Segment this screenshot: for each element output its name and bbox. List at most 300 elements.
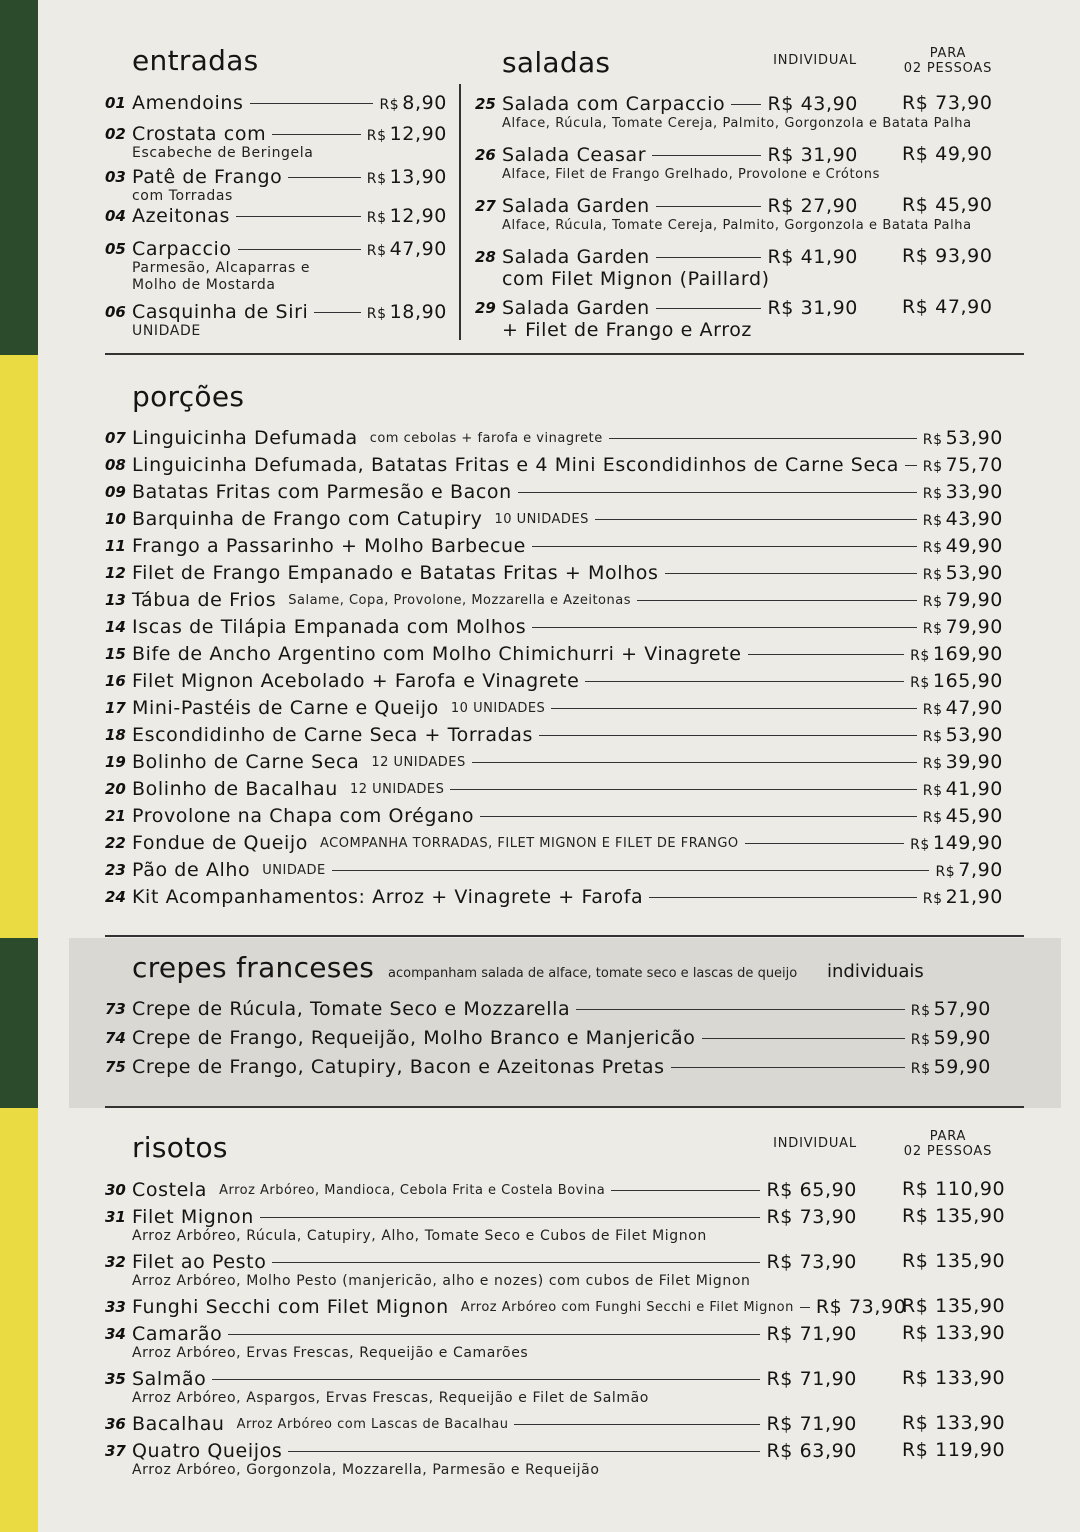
- item-name: Batatas Fritas com Parmesão e Bacon: [132, 481, 512, 503]
- price-value: 49,90: [945, 535, 1003, 557]
- item-name: Filet de Frango Empanado e Batatas Fritas + Molhos: [132, 562, 659, 584]
- dotted-leader: [611, 1190, 760, 1191]
- currency-label: R$: [910, 648, 930, 664]
- item-name: Frango a Passarinho + Molho Barbecue: [132, 535, 526, 557]
- item-number: 27: [475, 197, 496, 215]
- price-value: 149,90: [932, 832, 1003, 854]
- price: [923, 778, 1003, 800]
- item-number: 31: [105, 1208, 126, 1226]
- price-two-people: R$ 119,90: [902, 1439, 1006, 1461]
- entrada-row: [105, 91, 447, 115]
- currency-label: R$: [935, 864, 956, 880]
- price-two-people: R$ 110,90: [902, 1178, 1006, 1200]
- crepes-tagline: acompanham salada de alface, tomate seco e lascas de queijo: [388, 966, 798, 981]
- item-number: 05: [105, 240, 126, 258]
- crepes-individuais-header: individuais: [827, 961, 924, 982]
- entrada-row: [105, 237, 447, 261]
- dotted-leader: [238, 249, 361, 250]
- risoto-row: [105, 1412, 857, 1436]
- item-note: Arroz Arbóreo com Funghi Secchi e Filet Mignon: [460, 1299, 794, 1315]
- currency-label: R$: [922, 621, 943, 637]
- item-subtitle: UNIDADE: [132, 323, 201, 339]
- price-value: 13,90: [389, 166, 447, 188]
- item-name: Crostata com: [132, 123, 267, 145]
- price: [935, 859, 1003, 881]
- section-divider: [105, 1106, 1024, 1108]
- dotted-leader: [314, 312, 360, 313]
- currency-label: R$: [910, 1061, 931, 1077]
- dotted-leader: [288, 1451, 760, 1452]
- item-description: Alface, Filet de Frango Grelhado, Provolone e Crótons: [502, 167, 880, 182]
- item-name: Crepe de Frango, Requeijão, Molho Branco e Manjericão: [132, 1027, 696, 1049]
- crepe-row: [105, 997, 991, 1021]
- price-two-people: R$ 45,90: [902, 194, 993, 216]
- price: [923, 481, 1003, 503]
- item-name: Linguicinha Defumada, Batatas Fritas e 4 Mini Escondidinhos de Carne Seca: [132, 454, 900, 476]
- price-two-people: R$ 133,90: [902, 1367, 1006, 1389]
- item-name-line2: + Filet de Frango e Arroz: [502, 319, 752, 341]
- price-value: 7,90: [958, 859, 1003, 881]
- yellow-stripe-upper: [0, 355, 38, 938]
- item-number: 26: [475, 146, 496, 164]
- dotted-leader: [748, 654, 905, 655]
- item-description: Arroz Arbóreo, Aspargos, Ervas Frescas, Requeijão e Filet de Salmão: [132, 1390, 649, 1406]
- item-number: 01: [105, 94, 126, 112]
- risoto-row: [105, 1295, 907, 1319]
- porcao-row: [105, 507, 1003, 531]
- porcao-row: [105, 561, 1003, 585]
- price-individual: R$ 41,90: [767, 246, 858, 268]
- dotted-leader: [539, 735, 917, 736]
- price-value: 39,90: [945, 751, 1003, 773]
- item-number: 20: [105, 780, 126, 798]
- item-name: Crepe de Rúcula, Tomate Seco e Mozzarella: [132, 998, 571, 1020]
- price: [923, 886, 1003, 908]
- dotted-leader: [212, 1379, 760, 1380]
- item-number: 19: [105, 753, 126, 771]
- price-value: 33,90: [945, 481, 1003, 503]
- risoto-row: [105, 1205, 857, 1229]
- price: [367, 205, 447, 227]
- price: [923, 616, 1003, 638]
- price: [923, 724, 1003, 746]
- dotted-leader: [518, 492, 917, 493]
- entrada-row: [105, 300, 447, 324]
- item-name: Iscas de Tilápia Empanada com Molhos: [132, 616, 527, 638]
- item-name: Salada Ceasar: [502, 144, 647, 166]
- salada-row: [475, 143, 858, 167]
- saladas-individual-header: INDIVIDUAL: [773, 53, 857, 68]
- porcao-row: [105, 615, 1003, 639]
- dotted-leader: [656, 206, 762, 207]
- item-number: 12: [105, 564, 126, 582]
- item-number: 75: [105, 1058, 126, 1076]
- item-description: Arroz Arbóreo, Ervas Frescas, Requeijão e Camarões: [132, 1345, 529, 1361]
- currency-label: R$: [922, 783, 943, 799]
- price-two-people: R$ 73,90: [902, 92, 993, 114]
- item-name: Bife de Ancho Argentino com Molho Chimichurri + Vinagrete: [132, 643, 742, 665]
- price: [911, 1027, 991, 1049]
- item-number: 74: [105, 1029, 126, 1047]
- item-number: 04: [105, 207, 126, 225]
- item-name: Patê de Frango: [132, 166, 283, 188]
- item-number: 08: [105, 456, 126, 474]
- price: [367, 166, 447, 188]
- dotted-leader: [288, 177, 360, 178]
- porcao-row: [105, 642, 1003, 666]
- dotted-leader: [576, 1009, 905, 1010]
- price-individual: R$ 27,90: [767, 195, 858, 217]
- risoto-row: [105, 1439, 857, 1463]
- item-name: Filet ao Pesto: [132, 1251, 267, 1273]
- item-name: Barquinha de Frango com Catupiry: [132, 508, 483, 530]
- item-number: 07: [105, 429, 126, 447]
- currency-label: R$: [379, 97, 400, 113]
- section-divider: [105, 353, 1024, 355]
- item-name: Costela: [132, 1179, 208, 1201]
- price-value: 21,90: [945, 886, 1003, 908]
- currency-label: R$: [922, 540, 943, 556]
- currency-label: R$: [922, 756, 943, 772]
- item-description: Arroz Arbóreo, Molho Pesto (manjericão, alho e nozes) com cubos de Filet Mignon: [132, 1273, 751, 1289]
- risoto-row: [105, 1178, 857, 1202]
- item-subtitle: Parmesão, Alcaparras e: [132, 260, 311, 276]
- porcao-row: [105, 534, 1003, 558]
- price-value: 12,90: [389, 205, 447, 227]
- price-value: 12,90: [389, 123, 447, 145]
- item-note: Arroz Arbóreo com Lascas de Bacalhau: [236, 1416, 509, 1432]
- price-two-people: R$ 135,90: [902, 1205, 1006, 1227]
- item-subtitle: com Torradas: [132, 188, 233, 204]
- price: [923, 751, 1003, 773]
- price-value: 75,70: [945, 454, 1003, 476]
- dotted-leader: [272, 1262, 760, 1263]
- item-description: Arroz Arbóreo, Gorgonzola, Mozzarella, Parmesão e Requeijão: [132, 1462, 600, 1478]
- price-individual: R$ 73,90: [815, 1296, 907, 1318]
- price-two-people: R$ 49,90: [902, 143, 993, 165]
- risotos-heading: risotos: [132, 1131, 228, 1164]
- item-note: Arroz Arbóreo, Mandioca, Cebola Frita e Costela Bovina: [219, 1182, 606, 1198]
- item-name: Salada com Carpaccio: [502, 93, 726, 115]
- price-individual: R$ 71,90: [766, 1368, 857, 1390]
- item-number: 73: [105, 1000, 126, 1018]
- price-value: 47,90: [389, 238, 447, 260]
- price-value: 45,90: [945, 805, 1003, 827]
- price: [911, 998, 991, 1020]
- item-name: Pão de Alho: [132, 859, 251, 881]
- dotted-leader: [731, 104, 761, 105]
- price: [923, 508, 1003, 530]
- item-name: Camarão: [132, 1323, 223, 1345]
- item-number: 15: [105, 645, 126, 663]
- item-number: 21: [105, 807, 126, 825]
- dotted-leader: [671, 1067, 905, 1068]
- porcao-row: [105, 453, 1003, 477]
- dotted-leader: [250, 103, 374, 104]
- currency-label: R$: [922, 567, 943, 583]
- currency-label: R$: [366, 243, 387, 259]
- item-number: 25: [475, 95, 496, 113]
- price-value: 43,90: [945, 508, 1003, 530]
- item-note: 10 UNIDADES: [450, 700, 546, 716]
- dotted-leader: [656, 257, 762, 258]
- porcao-row: [105, 831, 1003, 855]
- entrada-row: [105, 204, 447, 228]
- item-note: Salame, Copa, Provolone, Mozzarella e Azeitonas: [288, 592, 631, 608]
- item-number: 34: [105, 1325, 126, 1343]
- currency-label: R$: [910, 1003, 931, 1019]
- price-two-people: R$ 133,90: [902, 1322, 1006, 1344]
- price-two-people: R$ 93,90: [902, 245, 993, 267]
- price: [923, 589, 1003, 611]
- green-stripe-middle: [0, 938, 38, 1108]
- dotted-leader: [585, 681, 904, 682]
- porcoes-heading: porções: [132, 380, 245, 413]
- price-value: 165,90: [932, 670, 1003, 692]
- item-name: Salada Garden: [502, 195, 650, 217]
- crepe-row: [105, 1026, 991, 1050]
- price-two-people: R$ 135,90: [902, 1250, 1006, 1272]
- currency-label: R$: [366, 306, 387, 322]
- price: [910, 643, 1003, 665]
- item-description: Alface, Rúcula, Tomate Cereja, Palmito, Gorgonzola e Batata Palha: [502, 218, 972, 233]
- price-value: 79,90: [945, 616, 1003, 638]
- item-subtitle: Escabeche de Beringela: [132, 145, 314, 161]
- item-number: 36: [105, 1415, 126, 1433]
- dotted-leader: [702, 1038, 905, 1039]
- yellow-stripe-bottom: [0, 1108, 38, 1532]
- item-name: Bolinho de Carne Seca: [132, 751, 360, 773]
- item-note: com cebolas + farofa e vinagrete: [369, 430, 603, 446]
- price-value: 53,90: [945, 427, 1003, 449]
- dotted-leader: [656, 308, 762, 309]
- salada-row: [475, 194, 858, 218]
- price-value: 59,90: [933, 1056, 991, 1078]
- item-name: Salmão: [132, 1368, 207, 1390]
- price: [923, 427, 1003, 449]
- dotted-leader: [332, 870, 930, 871]
- porcao-row: [105, 426, 1003, 450]
- risoto-row: [105, 1250, 857, 1274]
- price-two-people: R$ 47,90: [902, 296, 993, 318]
- dotted-leader: [652, 155, 761, 156]
- item-number: 33: [105, 1298, 126, 1316]
- currency-label: R$: [922, 702, 943, 718]
- dotted-leader: [228, 1334, 760, 1335]
- currency-label: R$: [366, 128, 387, 144]
- item-name: Azeitonas: [132, 205, 230, 227]
- dotted-leader: [800, 1307, 810, 1308]
- price: [910, 670, 1003, 692]
- porcao-row: [105, 858, 1003, 882]
- item-note: ACOMPANHA TORRADAS, FILET MIGNON E FILET DE FRANGO: [320, 835, 739, 851]
- price: [923, 535, 1003, 557]
- price-value: 169,90: [932, 643, 1003, 665]
- price-value: 18,90: [389, 301, 447, 323]
- item-name: Salada Garden: [502, 246, 650, 268]
- item-name: Amendoins: [132, 92, 244, 114]
- entrada-row: [105, 122, 447, 146]
- currency-label: R$: [922, 810, 943, 826]
- risoto-row: [105, 1367, 857, 1391]
- item-name-line2: com Filet Mignon (Paillard): [502, 268, 770, 290]
- item-number: 14: [105, 618, 126, 636]
- dotted-leader: [665, 573, 917, 574]
- item-name: Casquinha de Siri: [132, 301, 309, 323]
- dotted-leader: [745, 843, 904, 844]
- price-value: 79,90: [945, 589, 1003, 611]
- item-name: Linguicinha Defumada: [132, 427, 358, 449]
- dotted-leader: [532, 546, 917, 547]
- dotted-leader: [649, 897, 917, 898]
- item-name: Tábua de Frios: [132, 589, 277, 611]
- dotted-leader: [472, 762, 917, 763]
- price: [367, 301, 447, 323]
- item-number: 22: [105, 834, 126, 852]
- dotted-leader: [260, 1217, 761, 1218]
- item-name: Provolone na Chapa com Orégano: [132, 805, 475, 827]
- price: [911, 1056, 991, 1078]
- item-name: Mini-Pastéis de Carne e Queijo: [132, 697, 439, 719]
- item-number: 03: [105, 168, 126, 186]
- saladas-para-header: PARA 02 PESSOAS: [903, 46, 993, 76]
- price: [923, 454, 1003, 476]
- currency-label: R$: [922, 513, 943, 529]
- item-description: Alface, Rúcula, Tomate Cereja, Palmito, Gorgonzola e Batata Palha: [502, 116, 972, 131]
- item-number: 09: [105, 483, 126, 501]
- item-number: 02: [105, 125, 126, 143]
- price-individual: R$ 71,90: [766, 1323, 857, 1345]
- currency-label: R$: [910, 1032, 931, 1048]
- price-individual: R$ 43,90: [767, 93, 858, 115]
- risoto-row: [105, 1322, 857, 1346]
- price-individual: R$ 31,90: [767, 144, 858, 166]
- risotos-para-header: PARA 02 PESSOAS: [903, 1129, 993, 1159]
- currency-label: R$: [922, 486, 943, 502]
- item-name: Crepe de Frango, Catupiry, Bacon e Azeitonas Pretas: [132, 1056, 665, 1078]
- salada-row: [475, 245, 858, 269]
- dotted-leader: [272, 134, 361, 135]
- item-name: Filet Mignon Acebolado + Farofa e Vinagrete: [132, 670, 580, 692]
- item-number: 10: [105, 510, 126, 528]
- item-name: Escondidinho de Carne Seca + Torradas: [132, 724, 533, 746]
- item-name: Kit Acompanhamentos: Arroz + Vinagrete + Farofa: [132, 886, 644, 908]
- price-two-people: R$ 135,90: [902, 1295, 1006, 1317]
- price: [367, 123, 447, 145]
- item-number: 32: [105, 1253, 126, 1271]
- price-individual: R$ 73,90: [766, 1206, 857, 1228]
- porcao-row: [105, 669, 1003, 693]
- green-stripe-top: [0, 0, 38, 355]
- price-individual: R$ 31,90: [767, 297, 858, 319]
- item-number: 13: [105, 591, 126, 609]
- price-value: 59,90: [933, 1027, 991, 1049]
- item-note: UNIDADE: [262, 862, 326, 878]
- item-number: 24: [105, 888, 126, 906]
- item-number: 17: [105, 699, 126, 717]
- crepes-heading: crepes franceses: [132, 951, 375, 984]
- entrada-row: [105, 165, 447, 189]
- currency-label: R$: [366, 210, 387, 226]
- item-number: 23: [105, 861, 126, 879]
- dotted-leader: [595, 519, 917, 520]
- price-individual: R$ 73,90: [766, 1251, 857, 1273]
- item-subtitle: Molho de Mostarda: [132, 277, 276, 293]
- item-number: 28: [475, 248, 496, 266]
- price-individual: R$ 65,90: [766, 1179, 857, 1201]
- item-name: Quatro Queijos: [132, 1440, 283, 1462]
- price-value: 53,90: [945, 724, 1003, 746]
- price-value: 47,90: [945, 697, 1003, 719]
- price: [923, 805, 1003, 827]
- item-name: Fondue de Queijo: [132, 832, 309, 854]
- item-name: Bolinho de Bacalhau: [132, 778, 338, 800]
- price: [910, 832, 1003, 854]
- item-name: Funghi Secchi com Filet Mignon: [132, 1296, 449, 1318]
- price-value: 8,90: [402, 92, 447, 114]
- currency-label: R$: [922, 594, 943, 610]
- item-note: 10 UNIDADES: [494, 511, 589, 527]
- currency-label: R$: [922, 432, 943, 448]
- item-name: Salada Garden: [502, 297, 650, 319]
- price: [923, 697, 1003, 719]
- price-individual: R$ 63,90: [766, 1440, 857, 1462]
- item-note: 12 UNIDADES: [349, 781, 445, 797]
- item-description: Arroz Arbóreo, Rúcula, Catupiry, Alho, Tomate Seco e Cubos de Filet Mignon: [132, 1228, 707, 1244]
- currency-label: R$: [910, 837, 930, 853]
- dotted-leader: [609, 438, 917, 439]
- price-individual: R$ 71,90: [766, 1413, 857, 1435]
- dotted-leader: [532, 627, 916, 628]
- item-name: Carpaccio: [132, 238, 232, 260]
- dotted-leader: [480, 816, 917, 817]
- item-name: Bacalhau: [132, 1413, 225, 1435]
- currency-label: R$: [922, 459, 943, 475]
- item-number: 18: [105, 726, 126, 744]
- porcao-row: [105, 480, 1003, 504]
- dotted-leader: [514, 1424, 760, 1425]
- salada-row: [475, 92, 858, 116]
- item-note: 12 UNIDADES: [371, 754, 466, 770]
- currency-label: R$: [922, 729, 943, 745]
- section-divider: [105, 935, 1024, 937]
- price: [367, 238, 447, 260]
- column-divider: [459, 84, 461, 340]
- currency-label: R$: [366, 171, 387, 187]
- porcao-row: [105, 777, 1003, 801]
- dotted-leader: [236, 216, 361, 217]
- porcao-row: [105, 885, 1003, 909]
- currency-label: R$: [910, 675, 930, 691]
- porcao-row: [105, 723, 1003, 747]
- dotted-leader: [637, 600, 917, 601]
- dotted-leader: [905, 465, 917, 466]
- dotted-leader: [551, 708, 916, 709]
- salada-row: [475, 296, 858, 320]
- porcao-row: [105, 804, 1003, 828]
- price-value: 41,90: [945, 778, 1003, 800]
- item-number: 37: [105, 1442, 126, 1460]
- item-number: 30: [105, 1181, 126, 1199]
- price-value: 57,90: [933, 998, 991, 1020]
- porcao-row: [105, 696, 1003, 720]
- item-number: 06: [105, 303, 126, 321]
- item-name: Filet Mignon: [132, 1206, 254, 1228]
- porcao-row: [105, 750, 1003, 774]
- item-number: 35: [105, 1370, 126, 1388]
- price-value: 53,90: [945, 562, 1003, 584]
- item-number: 11: [105, 537, 126, 555]
